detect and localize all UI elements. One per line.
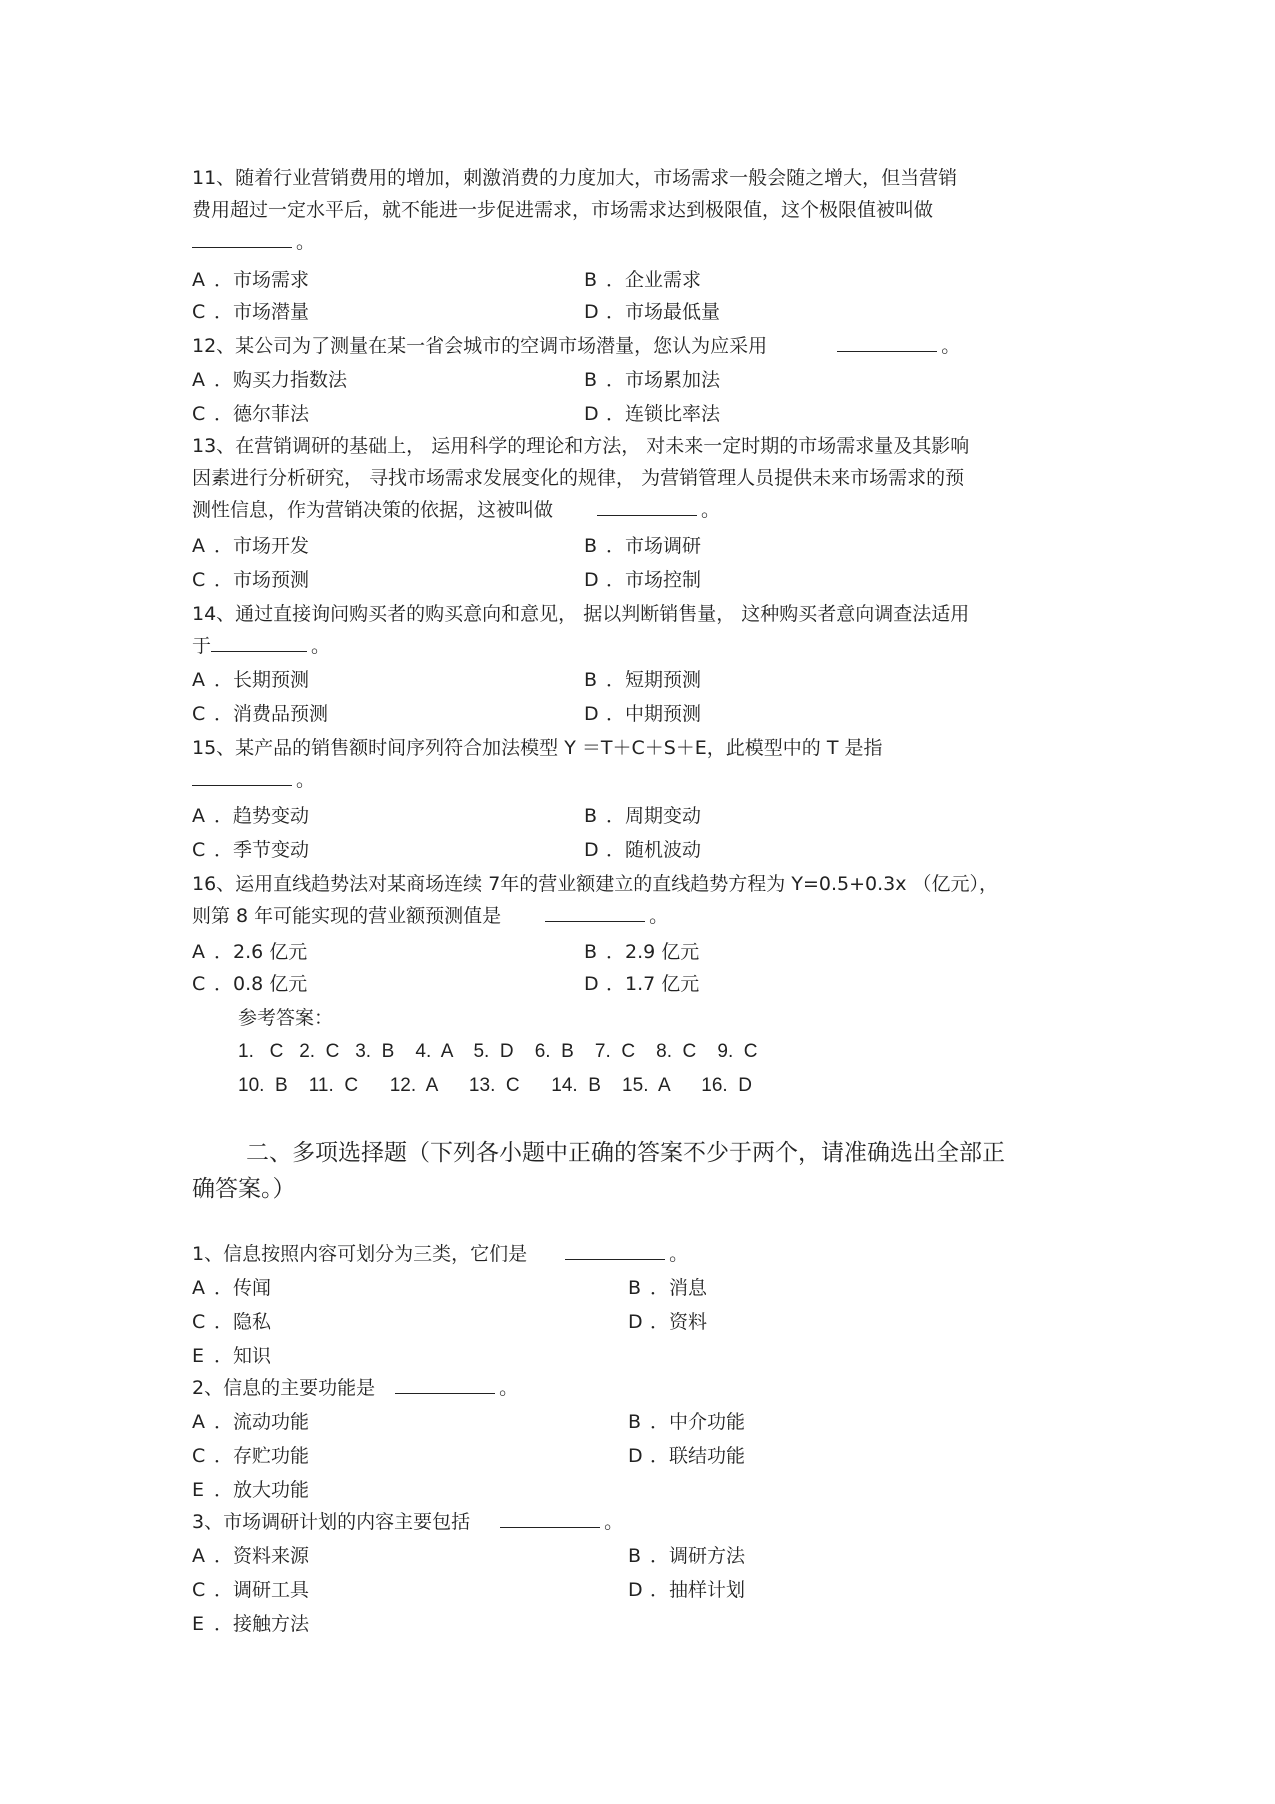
q12-option-b [584,368,720,392]
q13-tail: 。 [701,499,721,521]
option-letter: B [584,669,598,691]
q13-option-d [584,568,701,592]
option-letter: D [584,973,599,995]
option-letter: B [628,1411,642,1433]
option-text: ．调研方法 [650,1545,746,1567]
option-letter: C [192,1579,206,1601]
option-text: ．隐私 [214,1311,272,1333]
section2-heading-line1: 二、多项选择题（下列各小题中正确的答案不少于两个，请准确选出全部正 [246,1140,1005,1166]
option-letter: A [192,1277,205,1299]
mq1-stem-text: 1、信息按照内容可划分为三类，它们是 [192,1243,528,1265]
option-text: ．传闻 [214,1277,272,1299]
option-letter: D [628,1579,643,1601]
mq3-option-b [628,1544,745,1568]
option-text: ．趋势变动 [214,805,310,827]
q13-line1: 13、在营销调研的基础上， 运用科学的理论和方法， 对未来一定时期的市场需求量及其影响 [192,435,970,457]
option-letter: B [584,805,598,827]
option-text: ．随机波动 [606,839,702,861]
option-letter: C [192,839,206,861]
q11-line1: 11、随着行业营销费用的增加，刺激消费的力度加大，市场需求一般会随之增大，但当营销 [192,167,958,189]
option-letter: A [192,1411,205,1433]
mq2-option-a [192,1410,309,1434]
q15-tail: 。 [296,769,316,791]
mq1-option-d [628,1310,707,1334]
q15-blank-line [192,768,315,792]
q14-option-d [584,702,701,726]
option-text: ．市场预测 [214,569,310,591]
option-letter: E [192,1479,205,1501]
q14-tail: 。 [311,635,331,657]
q16-option-d [584,972,699,996]
q13-option-c [192,568,309,592]
option-letter: C [192,1311,206,1333]
mq1-option-a [192,1276,271,1300]
answer-blank [395,1377,495,1394]
q13-option-a [192,534,309,558]
q12-stem: 12、某公司为了测量在某一省会城市的空调市场潜量，您认为应采用 [192,335,768,357]
q12-option-d [584,402,720,426]
option-text: ．流动功能 [214,1411,310,1433]
option-letter: D [584,703,599,725]
option-letter: A [192,805,205,827]
option-text: ．2.6 亿元 [214,941,308,963]
q16-option-c [192,972,307,996]
option-text: ．市场累加法 [606,369,721,391]
option-text: ．调研工具 [214,1579,310,1601]
answer-blank [500,1511,600,1528]
q11-tail: 。 [296,231,316,253]
q13-stem-end: 测性信息，作为营销决策的依据，这被叫做 [192,499,554,521]
option-letter: B [584,535,598,557]
q16-tail: 。 [649,905,669,927]
answer-blank [597,499,697,516]
option-text: ．市场潜量 [214,301,310,323]
option-letter: A [192,1545,205,1567]
option-letter: C [192,403,206,425]
q11-option-c [192,300,309,324]
q14-option-c [192,702,328,726]
mq2-option-b [628,1410,745,1434]
answer-blank [192,769,292,786]
option-text: ．消息 [650,1277,708,1299]
answer-blank [837,335,937,352]
q15-line1: 15、某产品的销售额时间序列符合加法模型 Y ＝T＋C＋S＋E，此模型中的 T 是指 [192,737,883,759]
q12-option-c [192,402,309,426]
mq1-option-c [192,1310,271,1334]
option-letter: D [628,1311,643,1333]
option-text: ．放大功能 [214,1479,310,1501]
option-text: ．资料 [650,1311,708,1333]
q14-line2 [192,634,330,658]
mq3-stem-text: 3、市场调研计划的内容主要包括 [192,1511,471,1533]
option-letter: A [192,941,205,963]
option-letter: A [192,669,205,691]
option-letter: B [584,369,598,391]
q12-option-a [192,368,347,392]
mq2-stem-text: 2、信息的主要功能是 [192,1377,376,1399]
option-text: ．消费品预测 [214,703,329,725]
option-letter: D [628,1445,643,1467]
option-text: ．购买力指数法 [214,369,348,391]
option-text: ．资料来源 [214,1545,310,1567]
mq3-option-d [628,1578,745,1602]
mq1-tail: 。 [669,1243,689,1265]
option-text: ．市场需求 [214,269,310,291]
mq2-stem [192,1376,518,1400]
option-text: ．中介功能 [650,1411,746,1433]
option-text: ．市场控制 [606,569,702,591]
option-letter: C [192,569,206,591]
mq1-stem [192,1242,688,1266]
q13-option-b [584,534,701,558]
option-text: ．企业需求 [606,269,702,291]
q15-option-b [584,804,701,828]
answer-blank [192,231,292,248]
option-text: ．抽样计划 [650,1579,746,1601]
option-text: ．0.8 亿元 [214,973,308,995]
q12-line1 [192,334,960,358]
option-text: ．中期预测 [606,703,702,725]
q15-option-d [584,838,701,862]
option-text: ．存贮功能 [214,1445,310,1467]
q11-option-a [192,268,309,292]
option-letter: A [192,369,205,391]
mq2-option-c [192,1444,309,1468]
q16-line2 [192,904,668,928]
q16-option-a [192,940,307,964]
option-text: ．连锁比率法 [606,403,721,425]
q14-line1: 14、通过直接询问购买者的购买意向和意见， 据以判断销售量， 这种购买者意向调查法适用 [192,603,970,625]
q16-stem-end: 则第 8 年可能实现的营业额预测值是 [192,905,502,927]
mq3-option-a [192,1544,309,1568]
q13-line3 [192,498,720,522]
option-text: ．周期变动 [606,805,702,827]
option-letter: C [192,703,206,725]
q13-line2: 因素进行分析研究， 寻找市场需求发展变化的规律， 为营销管理人员提供未来市场需求的预 [192,467,965,489]
option-letter: B [628,1277,642,1299]
mq2-tail: 。 [499,1377,519,1399]
mq1-option-b [628,1276,707,1300]
mq3-stem [192,1510,623,1534]
option-text: ．接触方法 [214,1613,310,1635]
answers-row-2: 10. B 11. C 12. A 13. C 14. B 15. A 16. D [238,1075,752,1096]
option-letter: E [192,1345,205,1367]
answers-row-1: 1. C 2. C 3. B 4. A 5. D 6. B 7. C 8. C 9. C [238,1041,758,1062]
option-text: ．市场最低量 [606,301,721,323]
option-text: ．德尔菲法 [214,403,310,425]
option-letter: D [584,569,599,591]
option-letter: D [584,403,599,425]
q14-stem-end: 于 [192,635,212,657]
option-letter: C [192,973,206,995]
option-text: ．知识 [214,1345,272,1367]
q16-line1: 16、运用直线趋势法对某商场连续 7年的营业额建立的直线趋势方程为 Y=0.5+0.3x （亿元）， [192,873,999,895]
option-letter: B [584,269,598,291]
option-letter: B [584,941,598,963]
option-letter: C [192,301,206,323]
q15-option-c [192,838,309,862]
mq3-option-c [192,1578,309,1602]
q14-option-a [192,668,309,692]
answer-blank [565,1243,665,1260]
q16-option-b [584,940,699,964]
mq3-tail: 。 [604,1511,624,1533]
option-text: ．市场调研 [606,535,702,557]
mq2-option-e [192,1478,309,1502]
option-text: ．联结功能 [650,1445,746,1467]
mq3-option-e [192,1612,309,1636]
option-text: ．长期预测 [214,669,310,691]
option-letter: D [584,839,599,861]
option-text: ．2.9 亿元 [606,941,700,963]
mq1-option-e [192,1344,271,1368]
option-letter: A [192,535,205,557]
q11-blank-line [192,230,315,254]
answer-blank [545,905,645,922]
q14-option-b [584,668,701,692]
answer-blank [211,635,307,652]
option-letter: E [192,1613,205,1635]
q15-option-a [192,804,309,828]
section2-heading-line2: 确答案。） [192,1176,296,1202]
option-letter: D [584,301,599,323]
answers-label: 参考答案： [238,1007,334,1029]
option-text: ．市场开发 [214,535,310,557]
mq2-option-d [628,1444,745,1468]
q11-option-b [584,268,701,292]
option-text: ．季节变动 [214,839,310,861]
option-letter: A [192,269,205,291]
q11-line2: 费用超过一定水平后，就不能进一步促进需求，市场需求达到极限值，这个极限值被叫做 [192,199,934,221]
option-text: ．短期预测 [606,669,702,691]
q12-tail: 。 [941,335,961,357]
option-text: ．1.7 亿元 [606,973,700,995]
q11-option-d [584,300,720,324]
option-letter: C [192,1445,206,1467]
option-letter: B [628,1545,642,1567]
